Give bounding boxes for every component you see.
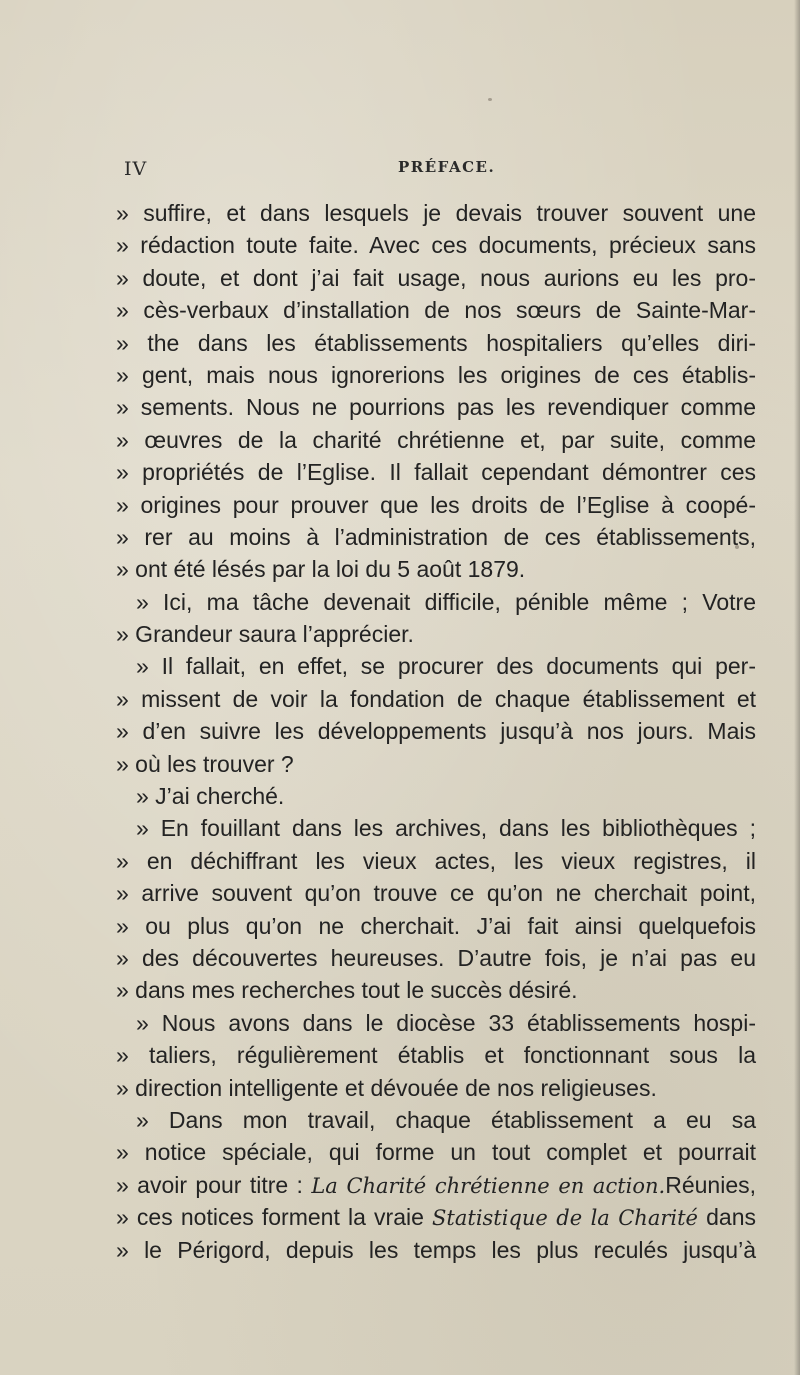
text-line: » Ici, ma tâche devenait difficile, pénible même ; Votre [136,588,756,615]
text-line: » missent de voir la fondation de chaque établissement et [116,685,756,712]
text-line: » direction intelligente et dévouée de nos religieuses. [116,1074,657,1101]
text-line: » rer au moins à l’administration de ces établissements, [116,523,756,550]
text-line: » dans mes recherches tout le succès désiré. [116,977,578,1004]
ink-speck [488,98,492,101]
text-line: » Nous avons dans le diocèse 33 établissements hospi- [136,1009,756,1036]
page-number: IV [124,158,148,180]
running-title: PRÉFACE. [398,158,496,176]
body-text [116,197,756,1266]
italic-title: La Charité chrétienne en action. [311,1173,666,1198]
text-line: » d’en suivre les développements jusqu’à nos jours. Mais [116,718,756,745]
text-line: » gent, mais nous ignorerions les origines de ces établis- [116,361,756,388]
text-line: » cès-verbaux d’installation de nos sœurs de Sainte-Mar- [116,297,756,324]
text-line: » notice spéciale, qui forme un tout complet et pourrait [116,1139,756,1166]
line-text: Réunies, [665,1171,756,1198]
line-text: dans [697,1204,756,1231]
text-line: » des découvertes heureuses. D’autre fois, je n’ai pas eu [116,944,756,971]
text-line: » arrive souvent qu’on trouve ce qu’on ne cherchait point, [116,880,756,907]
text-line: » Dans mon travail, chaque établissement a eu sa [136,1106,756,1133]
text-line: » Il fallait, en effet, se procurer des documents qui per- [136,653,756,680]
text-line: » suffire, et dans lesquels je devais trouver souvent une [116,200,756,226]
page-edge-shadow [794,0,800,1375]
text-line: » En fouillant dans les archives, dans les bibliothèques ; [136,815,756,842]
line-text: » avoir pour titre : [116,1171,312,1198]
text-line: » rédaction toute faite. Avec ces documents, précieux sans [116,232,756,259]
text-line: » où les trouver ? [116,750,294,777]
text-line: » sements. Nous ne pourrions pas les revendiquer comme [116,394,756,421]
text-line: » Grandeur saura l’apprécier. [116,621,414,648]
text-line: » J’ai cherché. [136,783,285,810]
text-line: » the dans les établissements hospitaliers qu’elles diri- [116,329,756,356]
text-line: » doute, et dont j’ai fait usage, nous aurions eu les pro- [116,264,756,291]
text-line [116,1169,756,1201]
text-line: » taliers, régulièrement établis et fonctionnant sous la [116,1042,756,1069]
text-line: » ont été lésés par la loi du 5 août 1879. [116,556,526,583]
text-line: » propriétés de l’Eglise. Il fallait cependant démontrer ces [116,459,756,486]
text-line: » le Périgord, depuis les temps les plus reculés jusqu’à [116,1236,756,1263]
text-line [116,1201,756,1233]
running-header [0,158,800,186]
text-line: » origines pour prouver que les droits de l’Eglise à coopé- [116,491,756,518]
text-line: » ou plus qu’on ne cherchait. J’ai fait ainsi quelquefois [116,912,756,939]
text-line: » œuvres de la charité chrétienne et, par suite, comme [116,426,756,453]
text-line: » en déchiffrant les vieux actes, les vieux registres, il [116,847,756,874]
italic-title: Statistique de la Charité [432,1206,698,1231]
line-text: » ces notices forment la vraie [116,1204,433,1231]
